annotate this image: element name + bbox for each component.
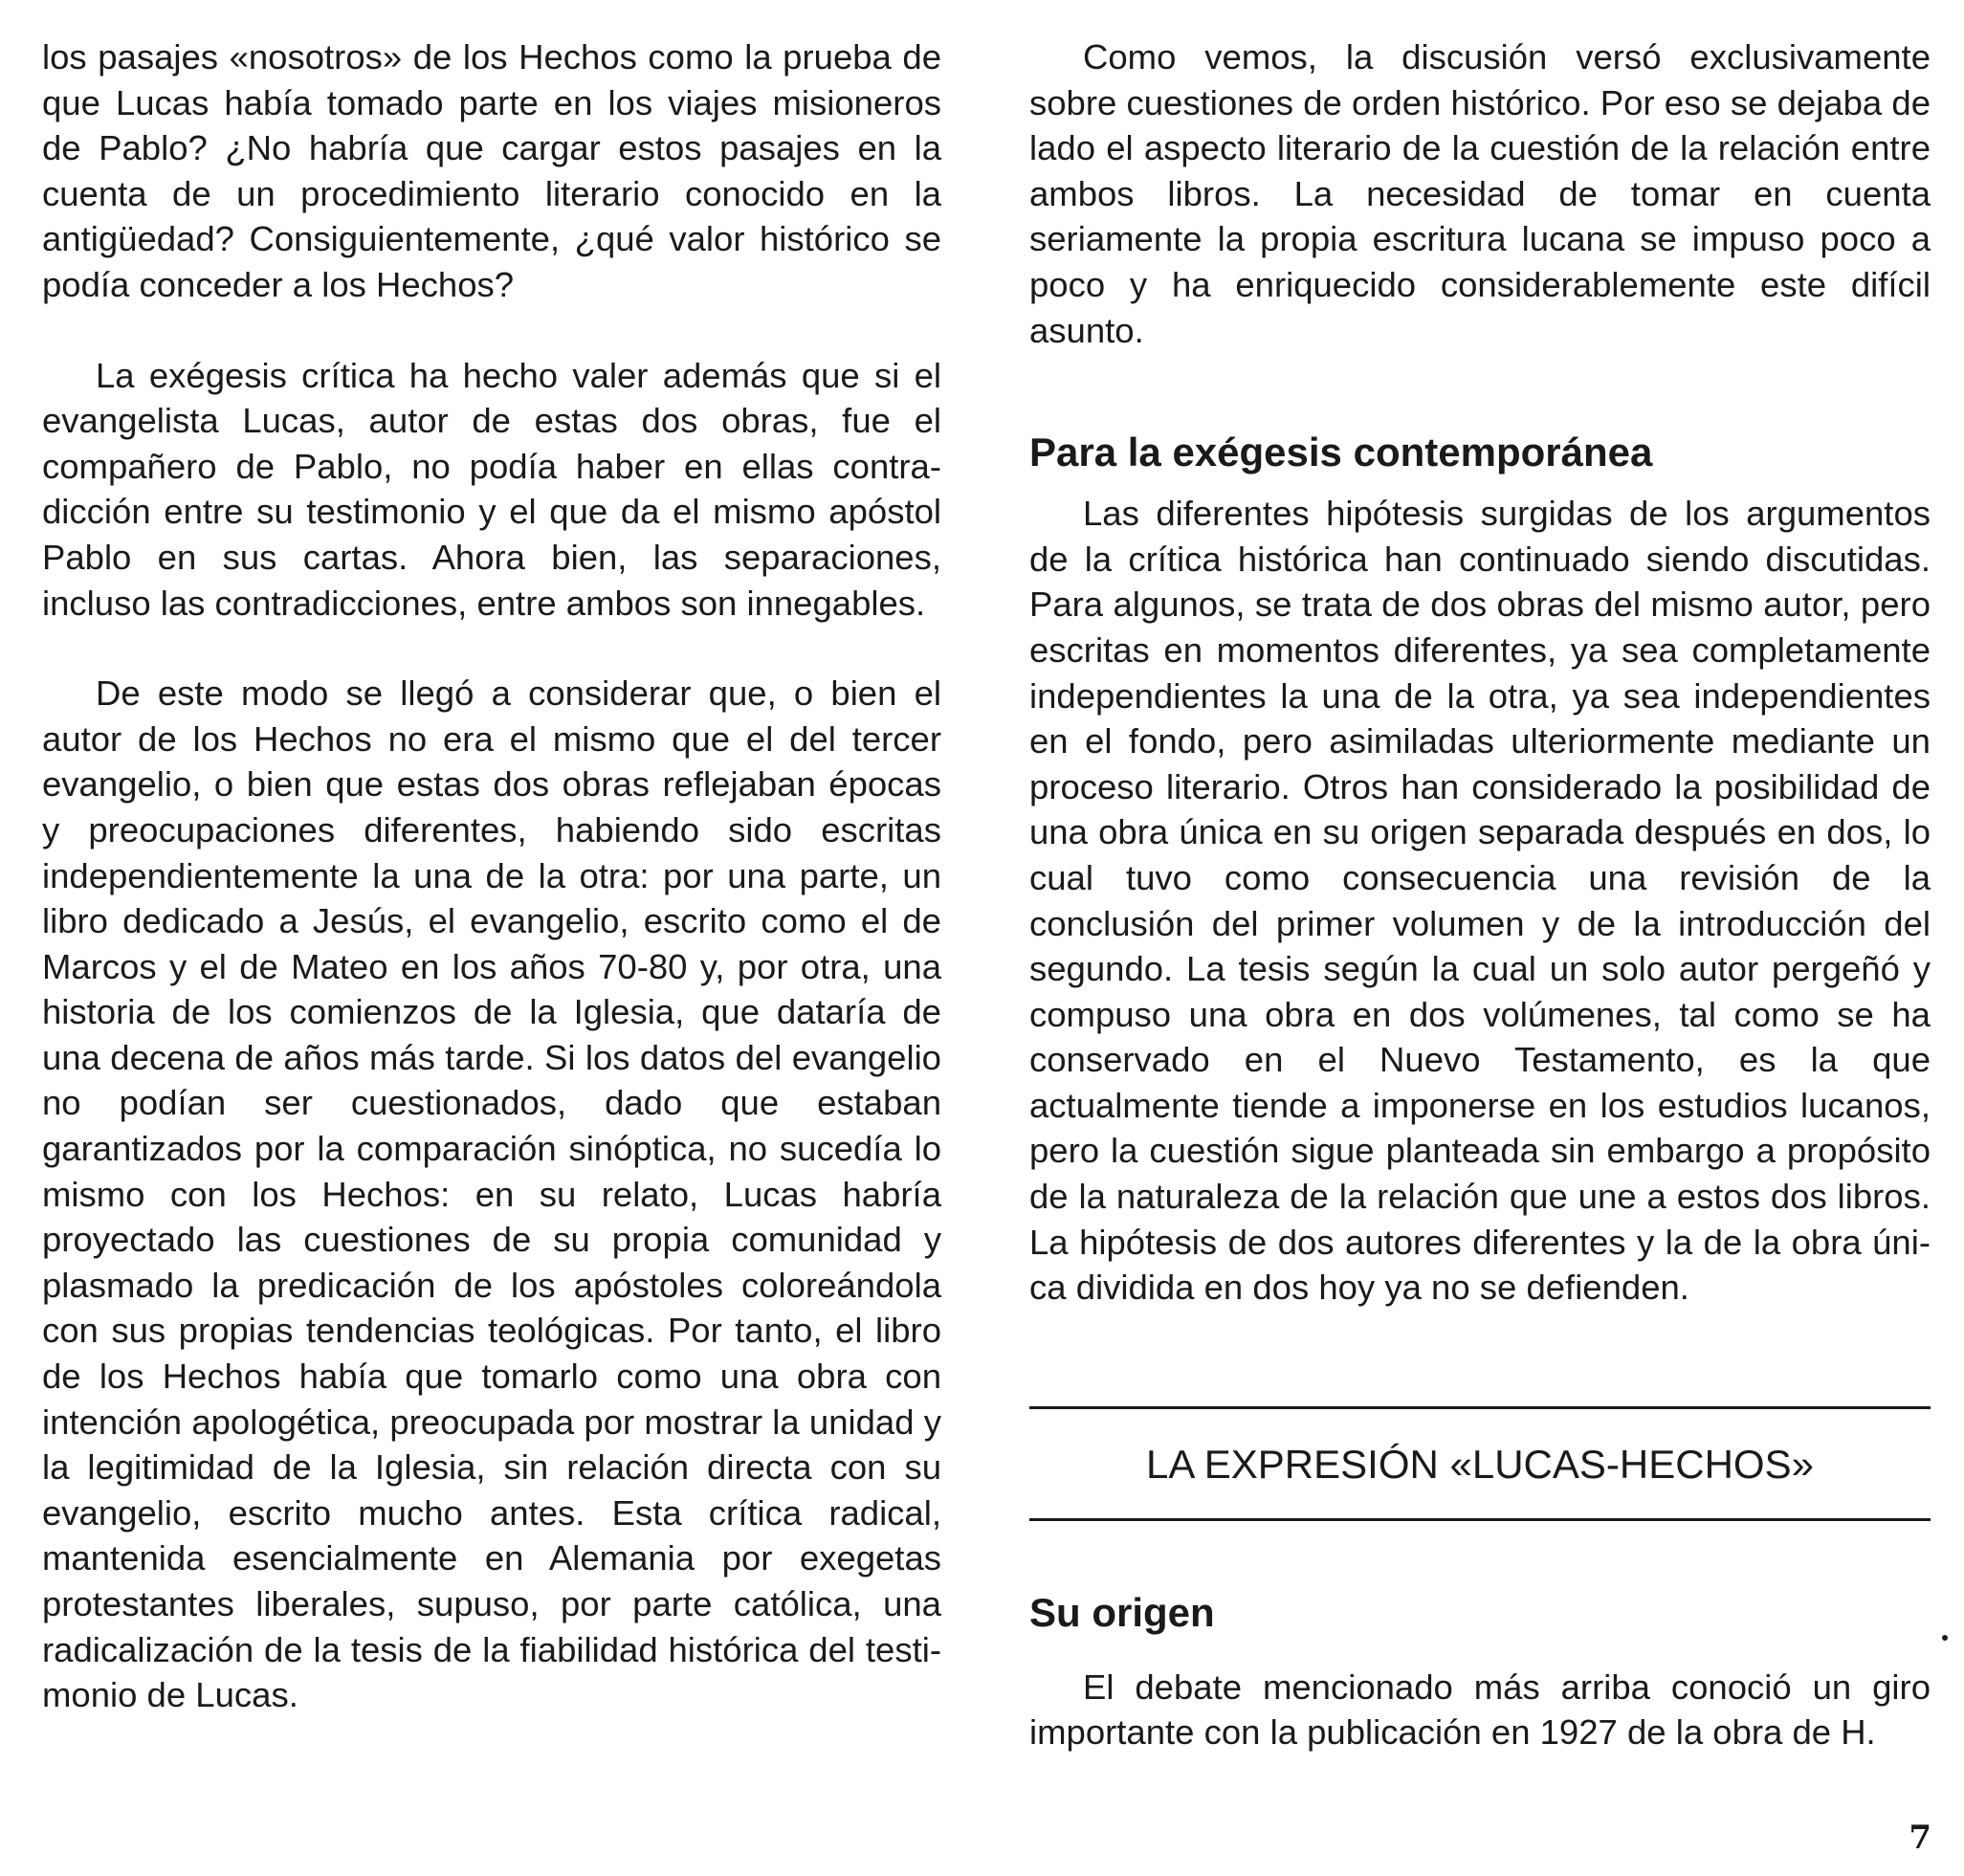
paragraph-continuation: los pasajes «nosotros» de los Hechos como la prueba de que Lucas había tomado parte en los viajes misioneros de Pablo? ¿No habría que cargar estos pasajes en la cuenta de un procedimiento literario conocido en la antigüedad? Consiguientemente, ¿qué valor histórico se podía conceder a los Hechos?	[42, 37, 941, 304]
paragraph-historical-discussion: Como vemos, la discusión versó exclusivamente sobre cuestiones de orden histórico. Por eso se dejaba de lado el aspecto literario de la cuestión de la relación entre ambos libros. La necesidad de tomar en cuenta seriamente la propia escritura lucana se impuso poco a poco y ha enriquecido considerablemente este difícil asunto.	[1029, 37, 1931, 350]
paragraph-hypotheses: Las diferentes hipótesis surgidas de los argumentos de la crítica histórica han continuado siendo discutidas. Para algunos, se trata de dos obras del mismo autor, pero escritas en momentos diferentes, ya sea completamente independientes la una de la otra, ya sea independientes en el fondo, pero asimiladas ulteriormente mediante un proceso literario. Otros han considerado la posibilidad de una obra única en su origen separada después en dos, lo cual tuvo como consecuencia una revisión de la conclusión del primer volumen y de la introducción del segundo. La tesis según la cual un solo autor pergeñó y compuso una obra en dos volúmenes, tal como se ha conservado en el Nuevo Testamento, es la que actualmente tiende a imponerse en los estudios lucanos, pero la cuestión sigue planteada sin embargo a propósito de la naturaleza de la relación que une a estos dos libros. La hipótesis de dos autores diferentes y la de la obra única dividida en dos hoy ya no se defienden.	[1029, 494, 1931, 1308]
section-title-lucas-hechos: LA EXPRESIÓN «LUCAS-HECHOS»	[1029, 1406, 1931, 1521]
paragraph-origin: El debate mencionado más arriba conoció un giro importante con la publicación en 1927 de la obra de H.	[1029, 1666, 1931, 1753]
paragraph-critical-exegesis: La exégesis crítica ha hecho valer además que si el evangelista Lucas, autor de estas dos obras, fue el compañero de Pablo, no podía haber en ellas contradicción entre su testimonio y el que da el mismo apóstol Pablo en sus cartas. Ahora bien, las separaciones, incluso las contradicciones, entre ambos son innegables.	[42, 355, 941, 623]
page-marker: 7	[1909, 1819, 1931, 1857]
heading-contemporary-exegesis: Para la exégesis contemporánea	[1029, 430, 1653, 475]
paragraph-radical-criticism: De este modo se llegó a considerar que, o bien el autor de los Hechos no era el mismo que el del tercer evangelio, o bien que estas dos obras reflejaban épocas y preocupaciones diferentes, habiendo sido escritas independientemente la una de la otra: por una parte, un libro dedicado a Jesús, el evangelio, escrito como el de Marcos y el de Mateo en los años 70-80 y, por otra, una historia de los comienzos de la Iglesia, que dataría de una decena de años más tarde. Si los datos del evangelio no podían ser cuestionados, dado que estaban garantizados por la comparación sinóptica, no sucedía lo mismo con los Hechos: en su relato, Lucas habría proyectado las cuestiones de su propia comunidad y plasmado la predicación de los apóstoles coloreándola con sus propias tendencias teológicas. Por tanto, el libro de los Hechos había que tomarlo como una obra con intención apologética, preocupada por mostrar la unidad y la legitimidad de la Iglesia, sin relación directa con su evangelio, escrito mucho antes. Esta crítica radical, mantenida esencialmente en Alemania por exegetas protestantes liberales, supuso, por parte católica, una radicalización de la tesis de la fiabilidad histórica del testimonio de Lucas.	[42, 673, 941, 1715]
left-column	[42, 34, 941, 1718]
right-column	[1029, 34, 1931, 1755]
stray-dot-mark	[1942, 1635, 1948, 1641]
heading-su-origen: Su origen	[1029, 1589, 1215, 1635]
